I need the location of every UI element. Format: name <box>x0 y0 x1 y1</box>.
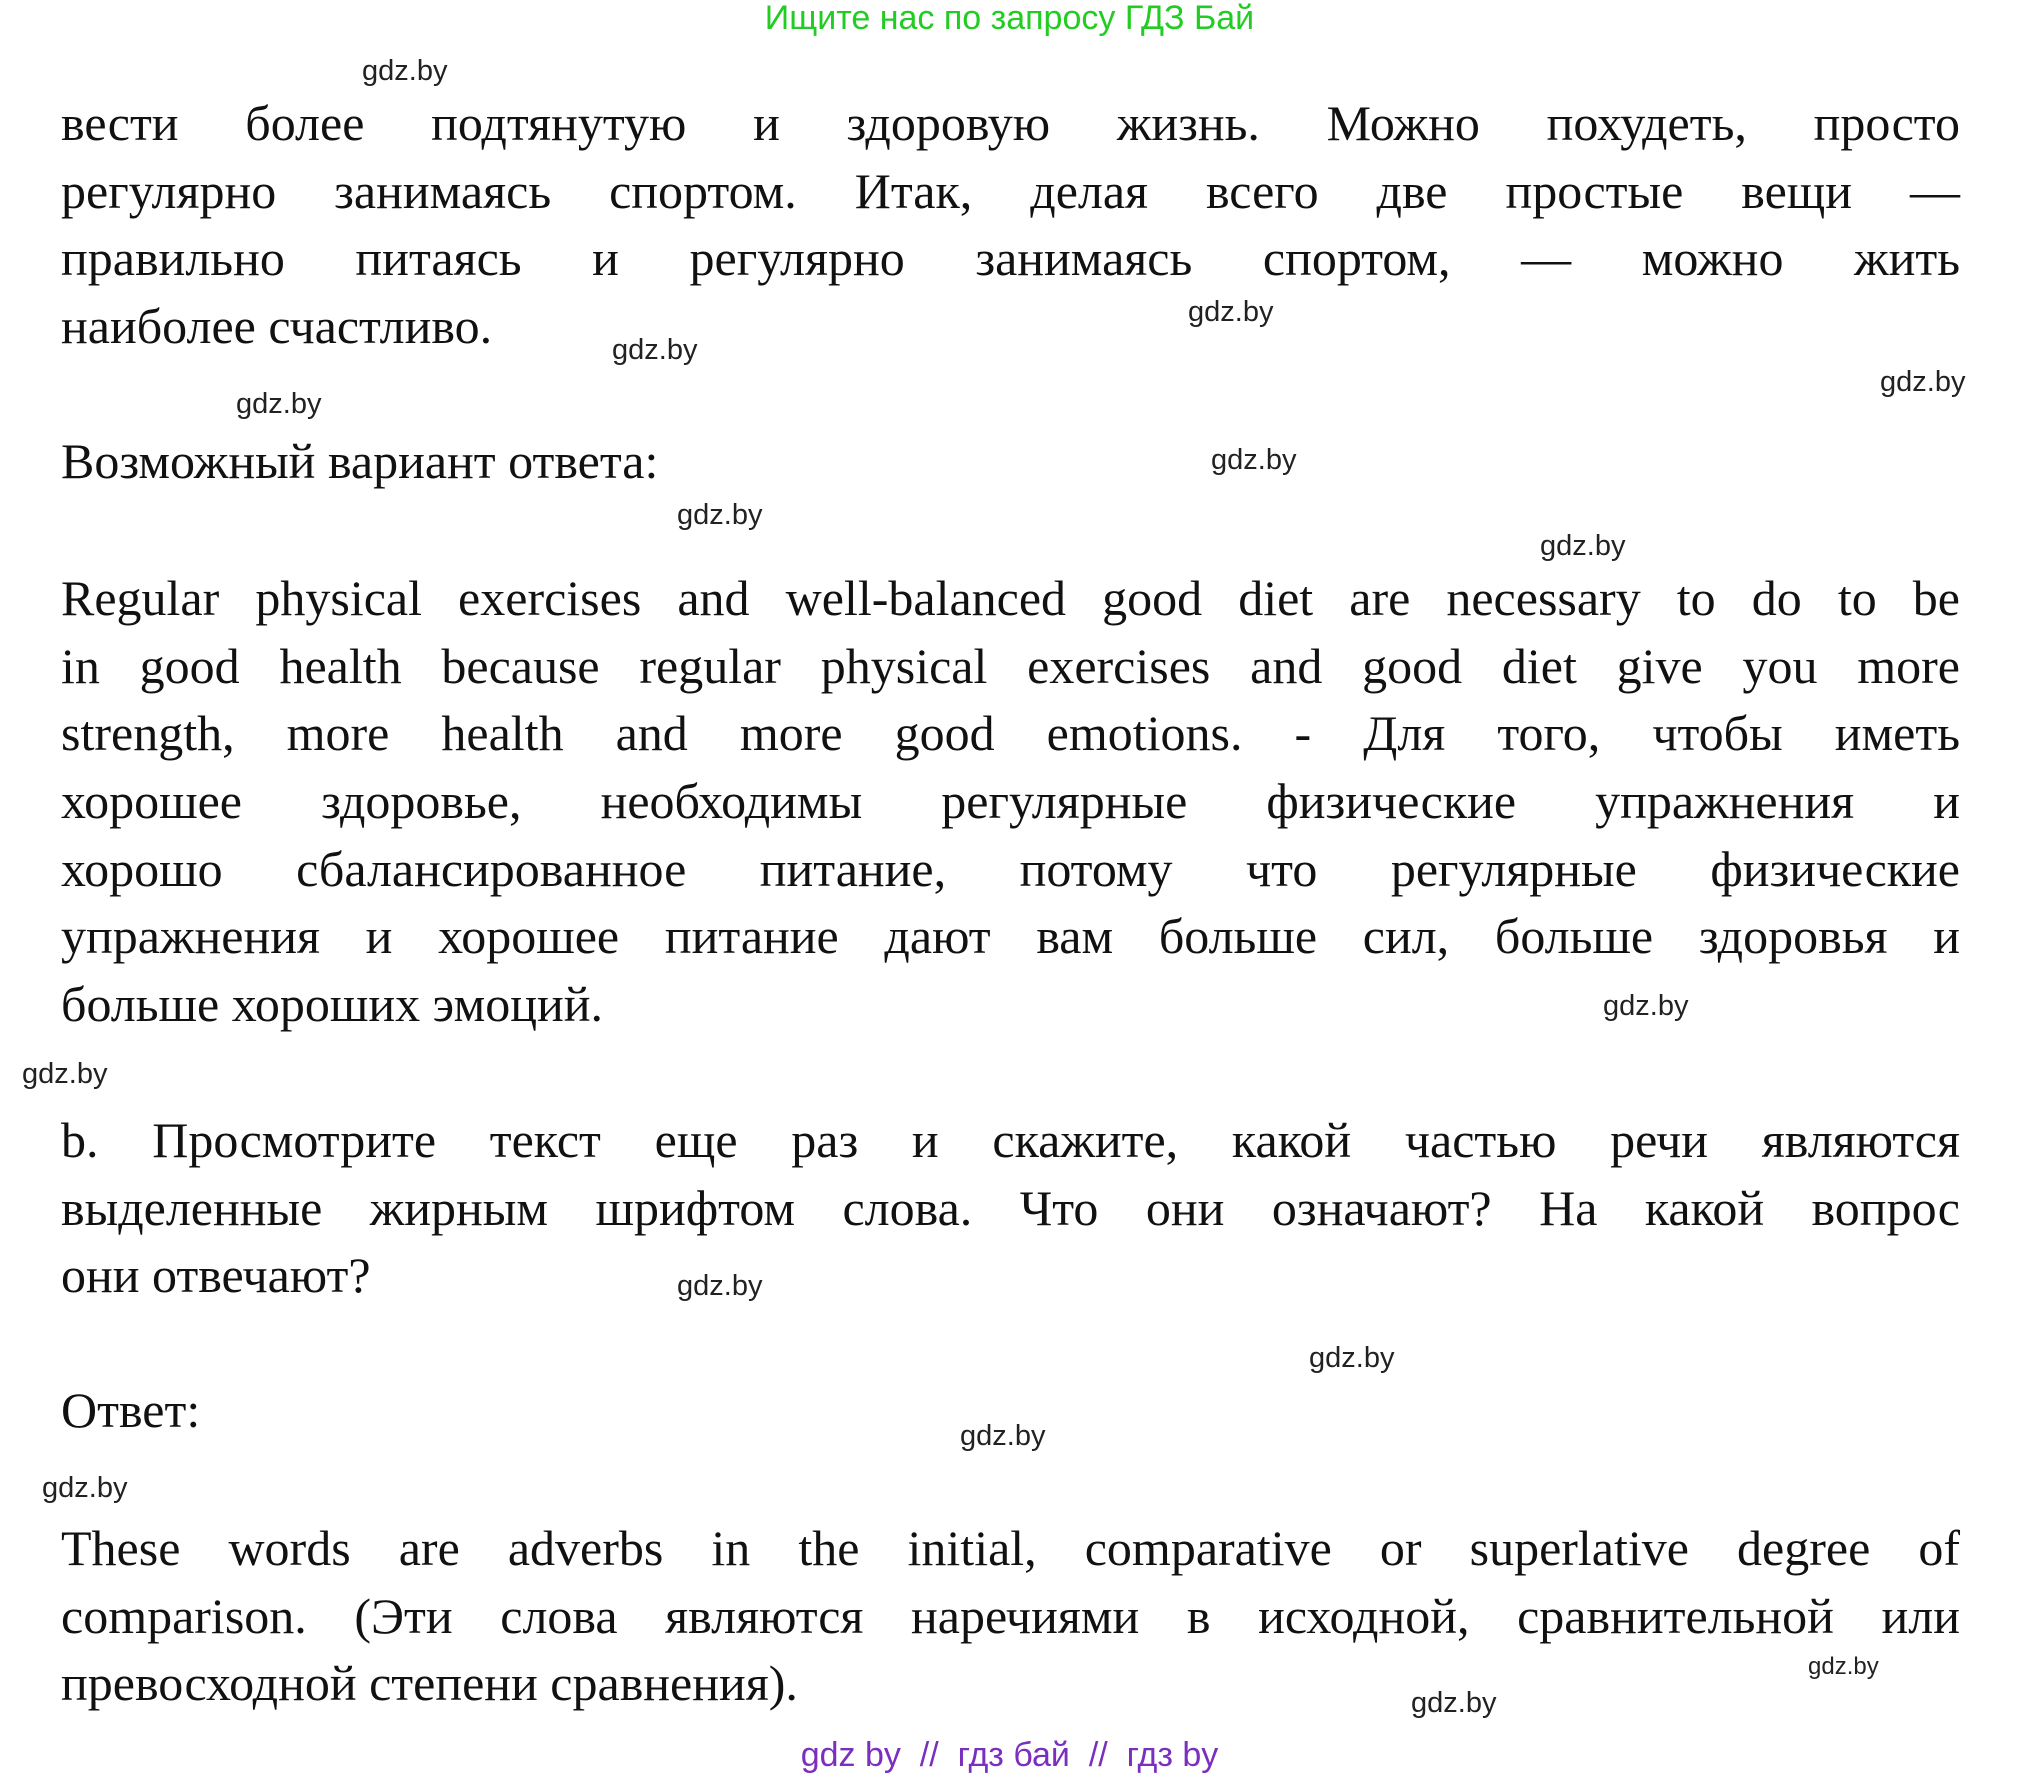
text-line: наиболее счастливо. <box>61 298 493 355</box>
text-line: вести более подтянутую и здоровую жизнь. Можно похудеть, просто <box>61 95 1960 151</box>
intro-paragraph <box>61 90 1960 361</box>
text-line: хорошее здоровье, необходимы регулярные физические упражнения и <box>61 773 1960 830</box>
text-line: они отвечают? <box>61 1247 371 1304</box>
text-line: Возможный вариант ответа: <box>61 433 659 489</box>
variant-heading <box>61 428 1960 496</box>
text-line: больше хороших эмоций. <box>61 976 604 1033</box>
watermark: gdz.by <box>677 499 763 531</box>
watermark: gdz.by <box>1188 296 1274 328</box>
text-line: Regular physical exercises and well-balanced good diet are necessary to do to be <box>61 570 1960 626</box>
answer-paragraph-1 <box>61 565 1960 1039</box>
watermark: gdz.by <box>236 388 322 420</box>
text-line: b. Просмотрите текст еще раз и скажите, какой частью речи являются <box>61 1112 1960 1168</box>
footer-brand-links: gdz by // гдз бай // гдз by <box>800 1736 1219 1774</box>
task-b-paragraph <box>61 1107 1960 1310</box>
text-line: выделенные жирным шрифтом слова. Что они означают? На какой вопрос <box>61 1179 1960 1236</box>
text-line: These words are adverbs in the initial, comparative or superlative degree of <box>61 1520 1960 1576</box>
watermark: gdz.by <box>612 334 698 366</box>
text-line: правильно питаясь и регулярно занимаясь спортом, — можно жить <box>61 230 1960 287</box>
watermark: gdz.by <box>960 1420 1046 1452</box>
watermark: gdz.by <box>362 55 448 87</box>
text-line: comparison. (Эти слова являются наречиями в исходной, сравнительной или <box>61 1587 1960 1644</box>
watermark: gdz.by <box>22 1058 108 1090</box>
text-line: хорошо сбалансированное питание, потому что регулярные физические <box>61 840 1960 897</box>
watermark: gdz.by <box>1808 1653 1879 1680</box>
text-line: strength, more health and more good emotions. - Для того, чтобы иметь <box>61 705 1960 762</box>
search-hint-banner: Ищите нас по запросу ГДЗ Бай <box>764 0 1255 37</box>
answer-paragraph-2 <box>61 1515 1960 1718</box>
watermark: gdz.by <box>1880 366 1966 398</box>
watermark: gdz.by <box>1411 1687 1497 1719</box>
watermark: gdz.by <box>1540 530 1626 562</box>
watermark: gdz.by <box>42 1472 128 1504</box>
watermark: gdz.by <box>1603 990 1689 1022</box>
text-line: Ответ: <box>61 1382 201 1438</box>
watermark: gdz.by <box>1211 444 1297 476</box>
watermark: gdz.by <box>677 1270 763 1302</box>
text-line: превосходной степени сравнения). <box>61 1655 798 1712</box>
text-line: регулярно занимаясь спортом. Итак, делая всего две простые вещи — <box>61 162 1960 219</box>
text-line: упражнения и хорошее питание дают вам больше сил, больше здоровья и <box>61 908 1960 965</box>
watermark: gdz.by <box>1309 1342 1395 1374</box>
text-line: in good health because regular physical exercises and good diet give you more <box>61 637 1960 694</box>
